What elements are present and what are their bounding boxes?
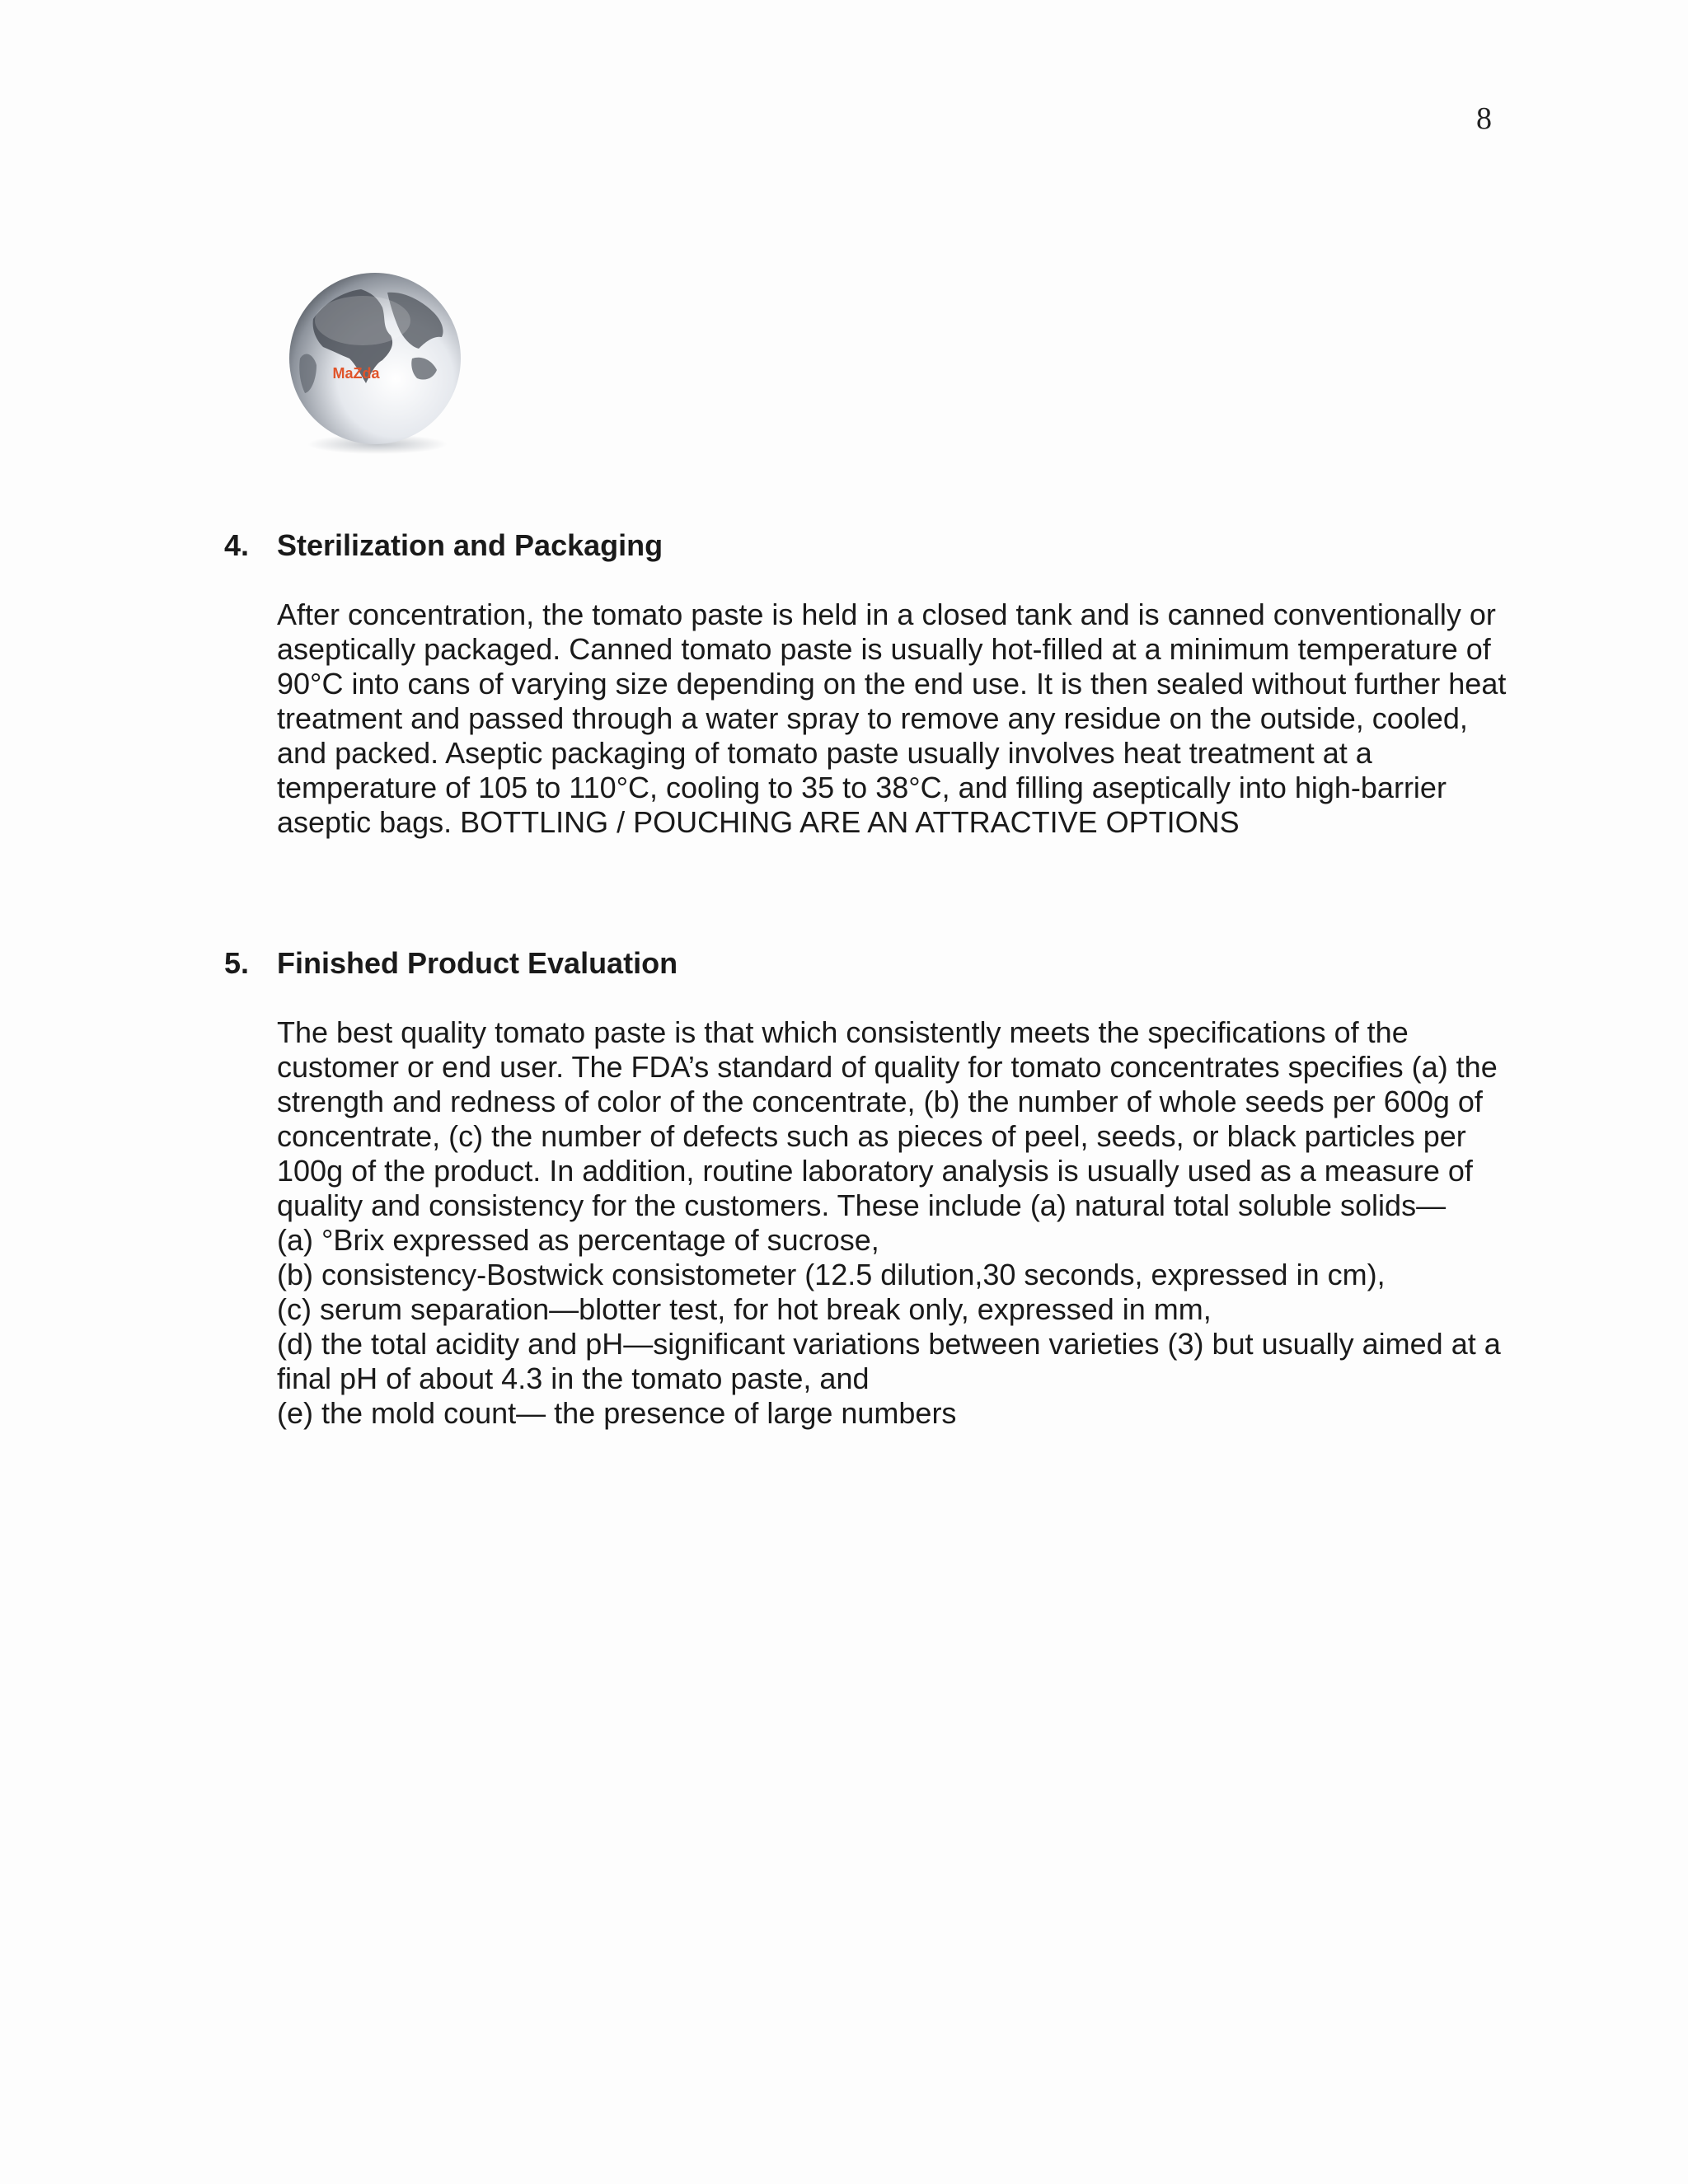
section-sterilization bbox=[224, 528, 1510, 840]
logo-text: MaZda bbox=[332, 365, 380, 382]
list-item: (a) °Brix expressed as percentage of sucrose, bbox=[277, 1223, 879, 1257]
section-body bbox=[277, 598, 1510, 840]
paragraph: After concentration, the tomato paste is held in a closed tank and is canned conventionally or aseptically packaged. Canned tomato paste is usually hot-filled at a minimum temperature of 90°C into cans of varying size depending on the end use. It is then sealed without further heat treatment and passed through a water spray to remove any residue on the outside, cooled, and packed. Aseptic packaging of tomato paste usually involves heat treatment at a temperature of 105 to 110°C, cooling to 35 to 38°C, and filling aseptically into high-barrier aseptic bags. BOTTLING / POUCHING ARE AN ATTRACTIVE OPTIONS bbox=[277, 598, 1507, 839]
page-number: 8 bbox=[1476, 101, 1492, 136]
list-item: (e) the mold count— the presence of large numbers bbox=[277, 1396, 957, 1430]
paragraph: The best quality tomato paste is that which consistently meets the specifications of the customer or end user. The FDA’s standard of quality for tomato concentrates specifies (a) the strength and redness of color of the concentrate, (b) the number of whole seeds per 600g of concentrate, (c) the number of defects such as pieces of peel, seeds, or black particles per 100g of the product. In addition, routine laboratory analysis is usually used as a measure of quality and consistency for the customers. These include (a) natural total soluble solids— bbox=[277, 1015, 1498, 1222]
list-item: (c) serum separation—blotter test, for hot break only, expressed in mm, bbox=[277, 1292, 1212, 1326]
section-title: Sterilization and Packaging bbox=[277, 528, 663, 562]
globe-logo-icon bbox=[280, 268, 470, 457]
section-body bbox=[277, 1015, 1510, 1431]
section-finished-product-evaluation bbox=[224, 946, 1510, 1431]
list-item: (b) consistency-Bostwick consistometer (12.5 dilution,30 seconds, expressed in cm), bbox=[277, 1258, 1386, 1291]
section-title: Finished Product Evaluation bbox=[277, 946, 678, 980]
section-heading bbox=[224, 946, 1510, 981]
section-number: 4. bbox=[224, 528, 250, 562]
section-number: 5. bbox=[224, 946, 250, 980]
list-item: (d) the total acidity and pH—significant variations between varieties (3) but usually aimed at a final pH of about 4.3 in the tomato paste, and bbox=[277, 1327, 1501, 1395]
section-heading bbox=[224, 528, 1510, 563]
